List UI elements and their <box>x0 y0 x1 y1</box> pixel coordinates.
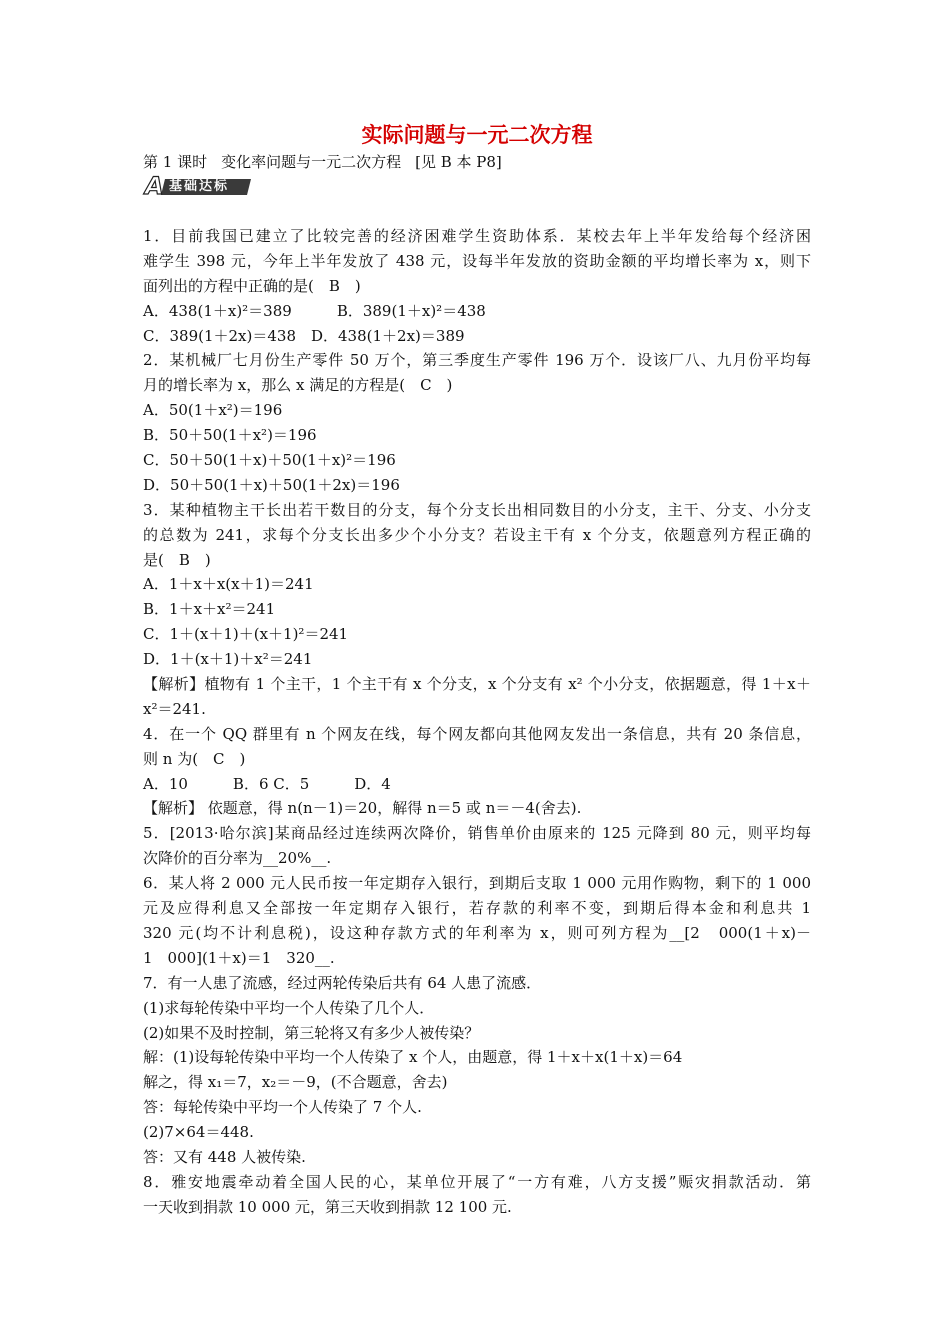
solution-line: (2)7×64＝448. <box>143 1123 254 1142</box>
option-line: A．438(1＋x)²＝389 B．389(1＋x)²＝438 <box>143 301 486 320</box>
option-line: C．1＋(x＋1)＋(x＋1)²＝241 <box>143 625 349 644</box>
analysis-line: 【解析】 依题意，得 n(n－1)＝20，解得 n＝5 或 n＝－4(舍去). <box>143 799 582 818</box>
text-line: 则 n 为( C ) <box>143 749 246 768</box>
lesson-subtitle <box>143 152 502 172</box>
text-line: 2．某机械厂七月份生产零件 50 万个，第三季度生产零件 196 万个．设该厂八、九月份平均每 <box>143 351 811 370</box>
section-badge <box>143 174 253 198</box>
page-reference: [见 B 本 P8] <box>415 153 502 171</box>
analysis-line: 【解析】植物有 1 个主干，1 个主干有 x 个分支，x 个分支有 x² 个小分支，依据题意，得 1＋x＋ <box>143 675 811 694</box>
text-line: 次降价的百分率为__20%__. <box>143 849 332 868</box>
option-line: C．50＋50(1＋x)＋50(1＋x)²＝196 <box>143 451 396 470</box>
option-line: A．50(1＋x²)＝196 <box>143 401 283 420</box>
solution-line: 答：每轮传染中平均一个人传染了 7 个人. <box>143 1098 422 1117</box>
option-line: C．389(1＋2x)＝438 D．438(1＋2x)＝389 <box>143 326 465 345</box>
text-line: 4．在一个 QQ 群里有 n 个网友在线，每个网友都向其他网友发出一条信息，共有 20 条信息， <box>143 724 811 743</box>
text-line: 面列出的方程中正确的是( B ) <box>143 276 361 295</box>
text-line: 1 000](1＋x)＝1 320__. <box>143 948 335 967</box>
text-line: 一天收到捐款 10 000 元，第三天收到捐款 12 100 元. <box>143 1197 512 1216</box>
solution-line: 解之，得 x₁＝7，x₂＝－9，(不合题意，舍去) <box>143 1073 448 1092</box>
badge-label: 基础达标 <box>169 179 230 194</box>
option-line: D．1＋(x＋1)＋x²＝241 <box>143 650 313 669</box>
text-line: 1．目前我国已建立了比较完善的经济困难学生资助体系．某校去年上半年发给每个经济困 <box>143 227 811 245</box>
option-line: A．10 B．6 C．5 D．4 <box>143 774 391 793</box>
lesson-number: 第 1 课时 <box>143 153 208 171</box>
lesson-topic: 变化率问题与一元二次方程 <box>221 153 402 171</box>
exercise-body <box>143 224 811 1220</box>
text-line: 5．[2013·哈尔滨]某商品经过连续两次降价，销售单价由原来的 125 元降到 80 元，则平均每 <box>143 824 811 843</box>
text-line: 320 元(均不计利息税)，设这种存款方式的年利率为 x，则可列方程为__[2 000(1＋x)－ <box>143 923 811 942</box>
page-title: 实际问题与一元二次方程 <box>361 123 593 147</box>
text-line: 3．某种植物主干长出若干数目的分支，每个分支长出相同数目的小分支，主干、分支、小分支 <box>143 500 811 519</box>
text-line: 的总数为 241，求每个分支长出多少个小分支？若设主干有 x 个分支，依题意列方程正确的 <box>143 525 811 544</box>
text-line: 7．有一人患了流感，经过两轮传染后共有 64 人患了流感． <box>143 973 542 992</box>
option-line: B．50＋50(1＋x²)＝196 <box>143 426 317 445</box>
text-line: (1)求每轮传染中平均一个人传染了几个人． <box>143 998 435 1017</box>
solution-line: 解：(1)设每轮传染中平均一个人传染了 x 个人，由题意，得 1＋x＋x(1＋x)＝64 <box>143 1048 683 1067</box>
text-line: 是( B ) <box>143 550 211 569</box>
text-line: 月的增长率为 x，那么 x 满足的方程是( C ) <box>143 376 453 395</box>
option-line: A．1＋x＋x(x＋1)＝241 <box>143 575 314 594</box>
text-line: 难学生 398 元，今年上半年发放了 438 元，设每半年发放的资助金额的平均增长率为 x，则下 <box>143 251 811 270</box>
solution-line: 答：又有 448 人被传染. <box>143 1147 306 1166</box>
text-line: (2)如果不及时控制，第三轮将又有多少人被传染？ <box>143 1023 480 1042</box>
badge-letter-icon: A <box>145 172 164 200</box>
option-line: B．1＋x＋x²＝241 <box>143 600 276 619</box>
text-line: 8．雅安地震牵动着全国人民的心，某单位开展了“一方有难，八方支援”赈灾捐款活动．第 <box>143 1172 811 1191</box>
option-line: D．50＋50(1＋x)＋50(1＋2x)＝196 <box>143 475 400 494</box>
text-line: 6．某人将 2 000 元人民币按一年定期存入银行，到期后支取 1 000 元用作购物，剩下的 1 000 <box>143 874 811 893</box>
analysis-line: x²＝241. <box>143 699 206 718</box>
text-line: 元及应得利息又全部按一年定期存入银行，若存款的利率不变，到期后得本金和利息共 1 <box>143 899 811 918</box>
